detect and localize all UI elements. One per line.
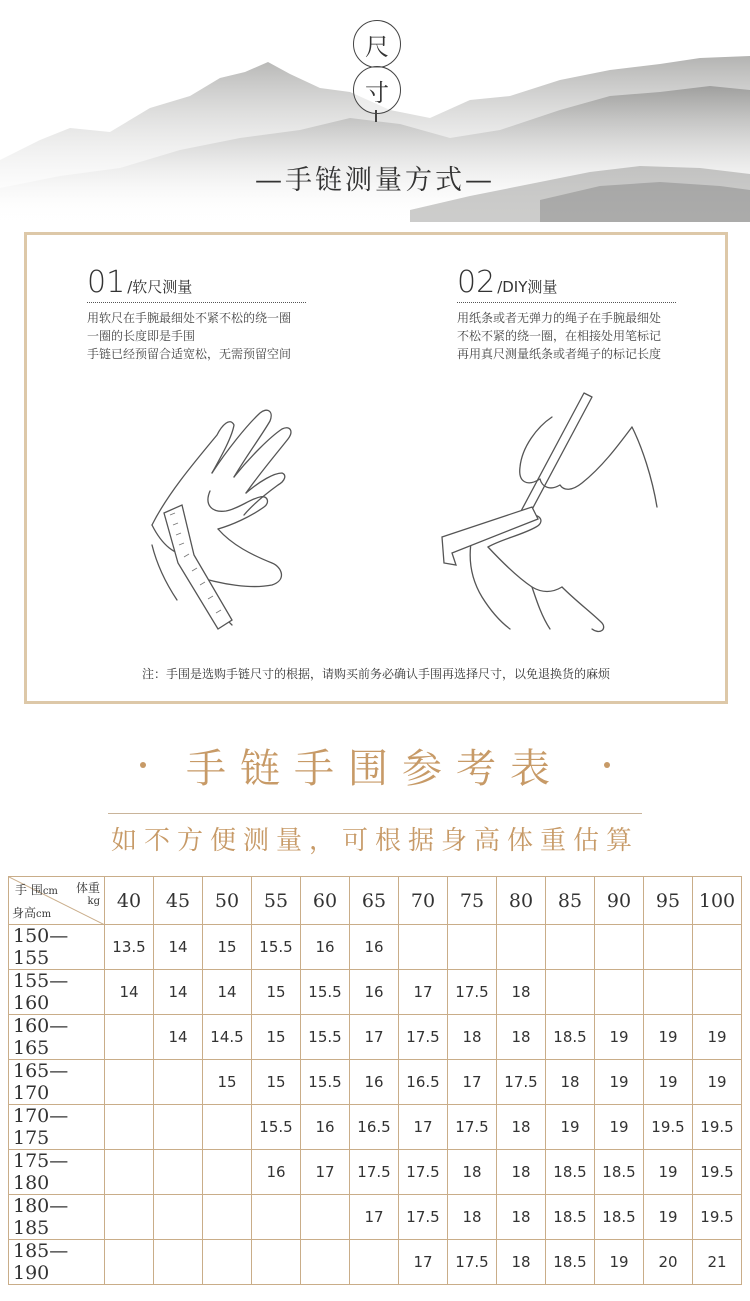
wrist-size-cell: 16 bbox=[350, 970, 399, 1015]
wrist-size-cell bbox=[105, 1105, 154, 1150]
wrist-size-cell bbox=[154, 1060, 203, 1105]
wrist-size-cell bbox=[497, 925, 546, 970]
height-range-cell: 165—170 bbox=[9, 1060, 105, 1105]
height-range-cell: 175—180 bbox=[9, 1150, 105, 1195]
wrist-size-cell: 15.5 bbox=[301, 1060, 350, 1105]
weight-header-cell: 80 bbox=[497, 877, 546, 925]
method-number: 01 bbox=[87, 265, 126, 300]
wrist-size-cell: 15 bbox=[252, 1015, 301, 1060]
corner-labels bbox=[9, 877, 104, 924]
wrist-size-cell: 18.5 bbox=[546, 1015, 595, 1060]
wrist-size-cell bbox=[105, 1015, 154, 1060]
wrist-size-cell: 19.5 bbox=[644, 1105, 693, 1150]
wrist-size-cell bbox=[301, 1195, 350, 1240]
wrist-size-cell: 17.5 bbox=[399, 1195, 448, 1240]
wrist-size-cell: 17.5 bbox=[497, 1060, 546, 1105]
wrist-size-cell: 18 bbox=[497, 1240, 546, 1285]
wrist-size-cell bbox=[301, 1240, 350, 1285]
seal-top bbox=[353, 20, 401, 68]
hand-with-pen-and-strip-illustration bbox=[432, 387, 662, 637]
method-description-line: 不松不紧的绕一圈，在相接处用笔标记 bbox=[457, 329, 662, 343]
wrist-size-cell bbox=[595, 925, 644, 970]
method-title: /软尺测量 bbox=[127, 278, 193, 296]
wrist-size-cell: 17.5 bbox=[448, 970, 497, 1015]
wrist-size-cell: 16.5 bbox=[350, 1105, 399, 1150]
wrist-size-cell: 19 bbox=[644, 1060, 693, 1105]
weight-header-cell: 45 bbox=[154, 877, 203, 925]
wrist-size-cell: 17.5 bbox=[399, 1015, 448, 1060]
wrist-size-cell: 17.5 bbox=[350, 1150, 399, 1195]
wrist-size-cell: 15.5 bbox=[301, 970, 350, 1015]
wrist-size-cell bbox=[644, 925, 693, 970]
wrist-size-cell bbox=[252, 1240, 301, 1285]
wrist-size-cell: 15 bbox=[203, 925, 252, 970]
wrist-size-cell bbox=[595, 970, 644, 1015]
method-description-line: 手链已经预留合适宽松，无需预留空间 bbox=[87, 347, 292, 361]
wrist-size-cell: 17 bbox=[350, 1015, 399, 1060]
wrist-size-cell bbox=[252, 1195, 301, 1240]
wrist-size-cell: 14 bbox=[154, 970, 203, 1015]
wrist-size-cell: 18.5 bbox=[595, 1195, 644, 1240]
table-row bbox=[9, 1105, 742, 1150]
wrist-size-cell: 18 bbox=[448, 1150, 497, 1195]
measurement-methods-panel bbox=[24, 232, 728, 704]
wrist-size-cell bbox=[203, 1195, 252, 1240]
wrist-size-cell: 14 bbox=[154, 925, 203, 970]
decorative-dot bbox=[140, 762, 146, 768]
wrist-size-cell bbox=[105, 1195, 154, 1240]
wrist-size-cell bbox=[644, 970, 693, 1015]
height-range-cell: 185—190 bbox=[9, 1240, 105, 1285]
wrist-size-cell: 17 bbox=[399, 1240, 448, 1285]
seal-bottom bbox=[353, 66, 401, 114]
page-title: —手链测量方式— bbox=[255, 165, 495, 196]
table-row bbox=[9, 1060, 742, 1105]
wrist-size-cell: 18 bbox=[497, 1015, 546, 1060]
wrist-size-cell: 19 bbox=[693, 1060, 742, 1105]
wrist-size-cell: 15 bbox=[203, 1060, 252, 1105]
wrist-size-cell: 15 bbox=[252, 970, 301, 1015]
wrist-size-cell: 18 bbox=[497, 1195, 546, 1240]
weight-label-text: 体重 bbox=[75, 881, 100, 895]
decorative-dot bbox=[604, 762, 610, 768]
wrist-size-cell: 15.5 bbox=[252, 925, 301, 970]
method-title: /DIY测量 bbox=[497, 278, 558, 296]
table-row bbox=[9, 1015, 742, 1060]
wrist-size-cell: 15.5 bbox=[252, 1105, 301, 1150]
method-description-line: 再用真尺测量纸条或者绳子的标记长度 bbox=[457, 347, 662, 361]
wrist-size-cell bbox=[105, 1240, 154, 1285]
table-header-row bbox=[9, 877, 742, 925]
title-divider bbox=[108, 813, 642, 814]
wrist-unit: cm bbox=[42, 886, 58, 897]
wrist-size-cell: 18 bbox=[546, 1060, 595, 1105]
wrist-size-cell: 16 bbox=[350, 1060, 399, 1105]
wrist-size-cell bbox=[105, 1060, 154, 1105]
weight-header-cell: 50 bbox=[203, 877, 252, 925]
reference-table-title: 手链手围参考表 bbox=[186, 745, 564, 792]
wrist-size-cell: 17 bbox=[301, 1150, 350, 1195]
method-description-line: 用纸条或者无弹力的绳子在手腕最细处 bbox=[457, 311, 662, 325]
wrist-size-cell bbox=[546, 925, 595, 970]
wrist-size-cell: 19 bbox=[644, 1195, 693, 1240]
wrist-size-cell: 19.5 bbox=[693, 1150, 742, 1195]
wrist-size-cell bbox=[693, 925, 742, 970]
weight-header-cell: 65 bbox=[350, 877, 399, 925]
reference-table-heading bbox=[0, 735, 750, 795]
weight-header-cell: 60 bbox=[301, 877, 350, 925]
wrist-size-cell: 18.5 bbox=[595, 1150, 644, 1195]
wrist-size-cell: 14.5 bbox=[203, 1015, 252, 1060]
wrist-size-cell: 19 bbox=[595, 1105, 644, 1150]
seal-bottom-char: 寸 bbox=[365, 78, 389, 107]
weight-header-cell: 55 bbox=[252, 877, 301, 925]
height-range-cell: 155—160 bbox=[9, 970, 105, 1015]
wrist-size-cell: 19.5 bbox=[693, 1195, 742, 1240]
wrist-size-cell: 17 bbox=[350, 1195, 399, 1240]
wrist-size-cell: 17 bbox=[448, 1060, 497, 1105]
method-number: 02 bbox=[457, 265, 496, 300]
method-description-line: 用软尺在手腕最细处不紧不松的绕一圈 bbox=[87, 311, 292, 325]
wrist-size-cell bbox=[350, 1240, 399, 1285]
table-row bbox=[9, 1195, 742, 1240]
wrist-size-cell: 16.5 bbox=[399, 1060, 448, 1105]
wrist-size-cell: 19.5 bbox=[693, 1105, 742, 1150]
wrist-size-cell bbox=[105, 1150, 154, 1195]
wrist-size-cell: 19 bbox=[595, 1015, 644, 1060]
wrist-size-cell: 14 bbox=[105, 970, 154, 1015]
wrist-size-cell bbox=[154, 1150, 203, 1195]
measurement-note: 注：手围是选购手链尺寸的根据，请购买前务必确认手围再选择尺寸，以免退换货的麻烦 bbox=[141, 667, 610, 681]
wrist-size-cell: 15 bbox=[252, 1060, 301, 1105]
seal-top-char: 尺 bbox=[365, 32, 389, 61]
weight-unit: kg bbox=[87, 896, 100, 907]
weight-header-cell: 95 bbox=[644, 877, 693, 925]
wrist-size-cell: 19 bbox=[644, 1015, 693, 1060]
wrist-label-text: 手 围 bbox=[15, 883, 43, 897]
wrist-size-cell: 16 bbox=[301, 1105, 350, 1150]
height-unit: cm bbox=[36, 909, 52, 920]
wrist-size-cell bbox=[546, 970, 595, 1015]
method-description-line: 一圈的长度即是手围 bbox=[87, 329, 196, 343]
wrist-size-cell: 16 bbox=[252, 1150, 301, 1195]
dotted-divider bbox=[457, 302, 676, 303]
wrist-size-cell bbox=[693, 970, 742, 1015]
height-range-cell: 160—165 bbox=[9, 1015, 105, 1060]
height-range-cell: 180—185 bbox=[9, 1195, 105, 1240]
wrist-size-cell bbox=[399, 925, 448, 970]
wrist-size-cell: 18 bbox=[497, 1150, 546, 1195]
wrist-size-cell bbox=[203, 1240, 252, 1285]
wrist-size-cell: 15.5 bbox=[301, 1015, 350, 1060]
corner-height-label bbox=[12, 904, 51, 921]
wrist-size-cell: 21 bbox=[693, 1240, 742, 1285]
corner-weight-label bbox=[76, 879, 100, 907]
wrist-size-cell: 20 bbox=[644, 1240, 693, 1285]
wrist-size-cell: 19 bbox=[595, 1060, 644, 1105]
wrist-size-cell: 19 bbox=[546, 1105, 595, 1150]
table-row bbox=[9, 925, 742, 970]
header-banner bbox=[0, 0, 750, 222]
wrist-size-cell: 18.5 bbox=[546, 1240, 595, 1285]
wrist-size-cell: 18 bbox=[448, 1015, 497, 1060]
table-row bbox=[9, 970, 742, 1015]
wrist-size-cell: 18.5 bbox=[546, 1150, 595, 1195]
wrist-size-cell: 17 bbox=[399, 970, 448, 1015]
wrist-size-cell bbox=[203, 1105, 252, 1150]
wrist-size-cell bbox=[154, 1240, 203, 1285]
seal-hanging-line bbox=[375, 110, 377, 122]
height-range-cell: 150—155 bbox=[9, 925, 105, 970]
wrist-size-cell: 17.5 bbox=[448, 1105, 497, 1150]
weight-header-cell: 90 bbox=[595, 877, 644, 925]
wrist-size-cell: 18 bbox=[448, 1195, 497, 1240]
wrist-size-cell: 13.5 bbox=[105, 925, 154, 970]
wrist-size-cell: 18 bbox=[497, 1105, 546, 1150]
weight-header-cell: 100 bbox=[693, 877, 742, 925]
method-description bbox=[87, 309, 306, 363]
method-soft-ruler bbox=[87, 265, 306, 363]
height-range-cell: 170—175 bbox=[9, 1105, 105, 1150]
weight-header-cell: 40 bbox=[105, 877, 154, 925]
wrist-size-cell bbox=[154, 1105, 203, 1150]
dotted-divider bbox=[87, 302, 306, 303]
weight-header-cell: 85 bbox=[546, 877, 595, 925]
table-row bbox=[9, 1150, 742, 1195]
wrist-size-cell: 18 bbox=[497, 970, 546, 1015]
table-row bbox=[9, 1240, 742, 1285]
reference-table-body bbox=[9, 877, 742, 1285]
wrist-size-cell: 16 bbox=[301, 925, 350, 970]
wrist-size-cell: 19 bbox=[693, 1015, 742, 1060]
wrist-size-cell: 14 bbox=[154, 1015, 203, 1060]
wrist-size-cell: 18.5 bbox=[546, 1195, 595, 1240]
wrist-size-cell bbox=[448, 925, 497, 970]
wrist-size-cell: 14 bbox=[203, 970, 252, 1015]
wrist-size-cell: 17 bbox=[399, 1105, 448, 1150]
wrist-size-cell: 19 bbox=[644, 1150, 693, 1195]
height-label-text: 身高 bbox=[12, 906, 37, 920]
table-corner-cell bbox=[9, 877, 105, 925]
wrist-size-cell bbox=[203, 1150, 252, 1195]
method-description bbox=[457, 309, 676, 363]
reference-table-subtitle: 如不方便测量，可根据身高体重估算 bbox=[110, 826, 639, 856]
wrist-size-cell: 19 bbox=[595, 1240, 644, 1285]
hand-with-tape-measure-illustration bbox=[122, 395, 322, 640]
weight-header-cell: 70 bbox=[399, 877, 448, 925]
corner-wrist-label bbox=[15, 881, 58, 898]
wrist-size-reference-table bbox=[8, 876, 742, 1285]
wrist-size-cell: 17.5 bbox=[448, 1240, 497, 1285]
wrist-size-cell bbox=[154, 1195, 203, 1240]
weight-header-cell: 75 bbox=[448, 877, 497, 925]
wrist-size-cell: 17.5 bbox=[399, 1150, 448, 1195]
wrist-size-cell: 16 bbox=[350, 925, 399, 970]
method-diy bbox=[457, 265, 676, 363]
